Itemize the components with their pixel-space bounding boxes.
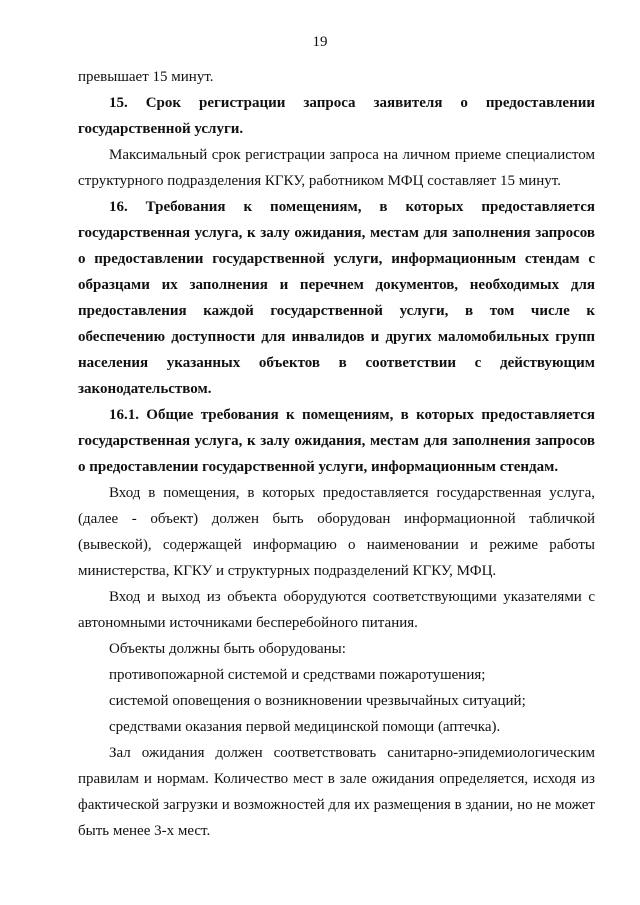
section-heading-15: 15. Срок регистрации запроса заявителя о предоставлении государственной услуги. [78, 95, 595, 137]
list-item-fire-system: противопожарной системой и средствами пожаротушения; [109, 667, 486, 683]
page-number: 19 [312, 34, 328, 50]
paragraph-entrance-sign: Вход в помещения, в которых предоставляется государственная услуга, (далее - объект) должен быть оборудован информационной табличкой (вывеской), содержащей информацию о наименовании и режиме работы министерства, КГКУ и структурных подразделений КГКУ, МФЦ. [78, 485, 595, 579]
list-item-first-aid: средствами оказания первой медицинской помощи (аптечка). [109, 719, 501, 735]
paragraph-waiting-room: Зал ожидания должен соответствовать санитарно-эпидемиологическим правилам и нормам. Количество мест в зале ожидания определяется, исходя из фактической загрузки и возможностей для их размещения в здании, но не может быть менее 3-х мест. [78, 745, 595, 839]
list-item-alert-system: системой оповещения о возникновении чрезвычайных ситуаций; [109, 693, 526, 709]
document-body [78, 64, 595, 844]
section-heading-16-1: 16.1. Общие требования к помещениям, в которых предоставляется государственная услуга, к залу ожидания, местам для заполнения запросов о предоставлении государственной услуги, информационным стендам. [78, 407, 595, 475]
section-heading-16: 16. Требования к помещениям, в которых предоставляется государственная услуга, к залу ожидания, местам для заполнения запросов о предоставлении государственной услуги, информационным стендам с образцами их заполнения и перечнем документов, необходимых для предоставления каждой государственной услуги, в том числе к обеспечению доступности для инвалидов и других маломобильных групп населения указанных объектов в соответствии с действующим законодательством. [78, 199, 595, 397]
paragraph-equipment-intro: Объекты должны быть оборудованы: [109, 641, 346, 657]
paragraph-entrance-exit: Вход и выход из объекта оборудуются соответствующими указателями с автономными источниками бесперебойного питания. [78, 589, 595, 631]
paragraph-continuation: превышает 15 минут. [78, 69, 214, 85]
paragraph-registration-time: Максимальный срок регистрации запроса на личном приеме специалистом структурного подразделения КГКУ, работником МФЦ составляет 15 минут. [78, 147, 595, 189]
